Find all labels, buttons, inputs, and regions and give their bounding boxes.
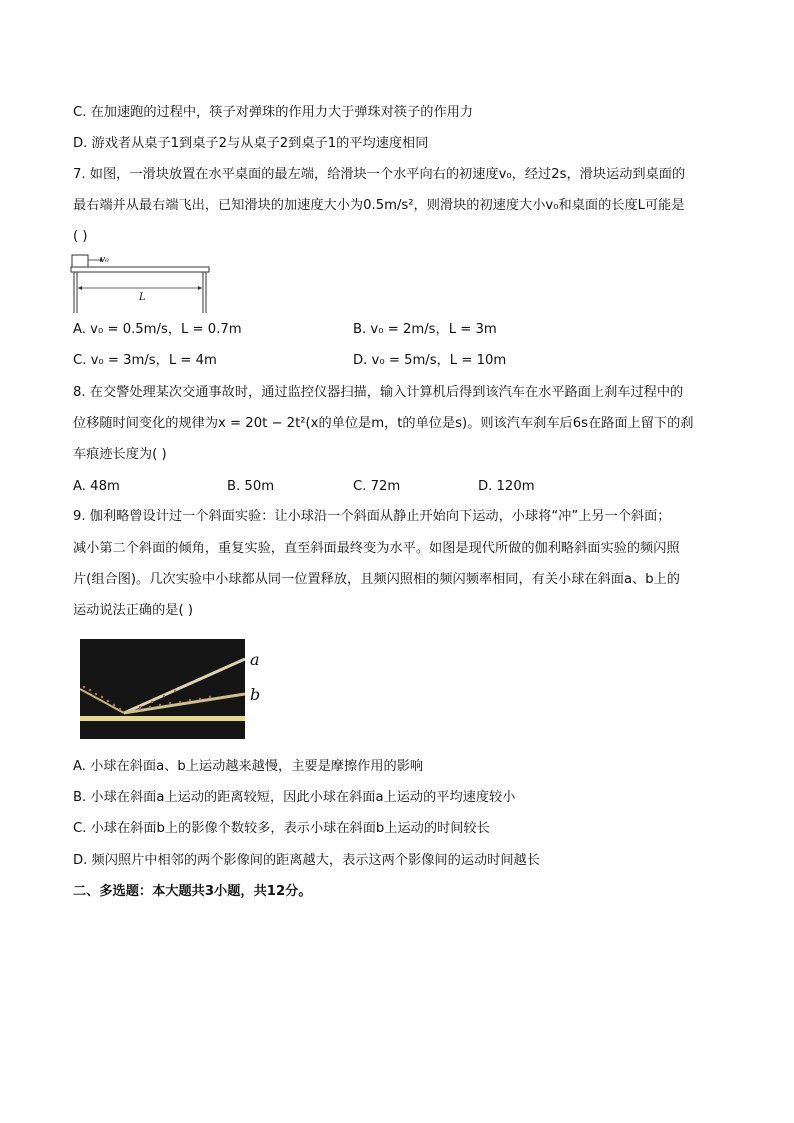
section-2-heading: 二、多选题：本大题共3小题，共12分。 <box>73 884 312 899</box>
q9-option-d: D. 频闪照片中相邻的两个影像间的距离越大，表示这两个影像间的运动时间越长 <box>73 853 540 868</box>
q9-stem-line2: 减小第二个斜面的倾角，重复实验，直至斜面最终变为水平。如图是现代所做的伽利略斜面实验的频闪照 <box>73 541 680 556</box>
q6-option-c: C. 在加速跑的过程中，筷子对弹珠的作用力大于弹珠对筷子的作用力 <box>73 105 474 120</box>
q7-stem-line3: ( ) <box>73 229 88 244</box>
q9-stem-line4: 运动说法正确的是( ) <box>73 603 193 618</box>
q8-option-a: A. 48m <box>73 479 120 494</box>
q7-stem-line2: 最右端并从最右端飞出，已知滑块的加速度大小为0.5m/s²，则滑块的初速度大小v₀和桌面的长度L可能是 <box>73 198 685 213</box>
L-figure-label: L <box>139 292 146 303</box>
q8-stem-line3: 车痕迹长度为( ) <box>73 447 167 462</box>
q6-option-d: D. 游戏者从桌子1到桌子2与从桌子2到桌子1的平均速度相同 <box>73 136 429 151</box>
q8-option-d: D. 120m <box>478 479 535 494</box>
q7-option-a: A. v₀ = 0.5m/s，L = 0.7m <box>73 322 242 337</box>
q8-stem-line1: 8. 在交警处理某次交通事故时，通过监控仪器扫描，输入计算机后得到该汽车在水平路面上刹车过程中的 <box>73 385 684 400</box>
q8-stem-line2: 位移随时间变化的规律为x = 20t − 2t²(x的单位是m，t的单位是s)。则该汽车刹车后6s在路面上留下的刹 <box>73 416 694 431</box>
q7-option-d: D. v₀ = 5m/s，L = 10m <box>353 353 507 368</box>
table-top <box>71 267 209 272</box>
q7-option-c: C. v₀ = 3m/s，L = 4m <box>73 353 217 368</box>
q9-stem-line1: 9. 伽利略曾设计过一个斜面实验：让小球沿一个斜面从静止开始向下运动，小球将“冲”上另一个斜面； <box>73 509 671 524</box>
horizontal-track <box>80 716 245 721</box>
q9-option-b: B. 小球在斜面a上运动的距离较短，因此小球在斜面a上运动的平均速度较小 <box>73 790 516 805</box>
q9-stem-line3: 片(组合图)。几次实验中小球都从同一位置释放，且频闪照相的频闪频率相同，有关小球在斜面a、b上的 <box>73 572 680 587</box>
q7-stem-line1: 7. 如图，一滑块放置在水平桌面的最左端，给滑块一个水平向右的初速度v₀，经过2s，滑块运动到桌面的 <box>73 167 686 182</box>
incline-a-label: a <box>250 650 260 669</box>
q9-option-a: A. 小球在斜面a、b上运动越来越慢，主要是摩擦作用的影响 <box>73 759 424 774</box>
incline-b-label: b <box>250 685 261 704</box>
slider-block <box>72 255 88 267</box>
v0-figure-label: v₀ <box>100 255 109 265</box>
q8-option-c: C. 72m <box>353 479 401 494</box>
q9-option-c: C. 小球在斜面b上的影像个数较多，表示小球在斜面b上运动的时间较长 <box>73 821 490 836</box>
q7-option-b: B. v₀ = 2m/s，L = 3m <box>353 322 497 337</box>
galileo-incline-photo <box>80 639 245 739</box>
q8-option-b: B. 50m <box>227 479 275 494</box>
